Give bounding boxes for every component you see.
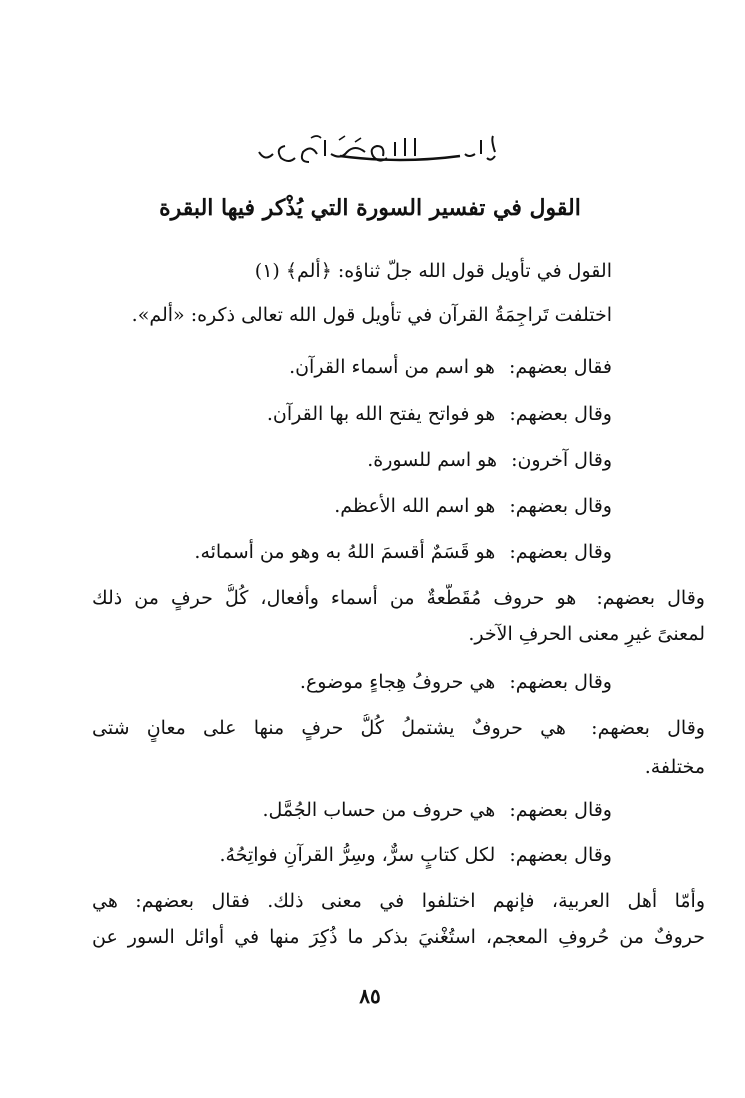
quote-text: لكل كتابٍ سرٌّ، وسِرُّ القرآنِ فواتِحُهُ.	[219, 844, 496, 866]
quote-text: هو حروف مُقَطَّعةٌ من أسماء وأفعال، كُلُّ حرفٍ من ذلك	[92, 587, 577, 609]
basmala-calligraphy	[255, 132, 505, 172]
quote-text: هو فواتح يفتح الله بها القرآن.	[266, 403, 496, 425]
quote-continuation: مختلفة.	[644, 756, 705, 778]
paragraph-line: حروفٌ من حُروفِ المعجم، استُغْنيَ بذكر ما ذُكِرَ منها في أوائل السور عن	[92, 926, 705, 948]
quote-line	[289, 353, 612, 381]
quote-line	[267, 400, 612, 428]
quote-line	[262, 796, 612, 824]
quote-text: هو اسم من أسماء القرآن.	[289, 356, 495, 378]
quote-continuation: لمعنىً غيرِ معنى الحرفِ الآخر.	[468, 623, 705, 645]
quote-speaker: وقال بعضهم:	[596, 587, 705, 609]
quote-line	[300, 668, 612, 696]
quote-line	[367, 446, 612, 474]
quote-speaker: وقال آخرون:	[511, 449, 612, 471]
page-number: ٨٥	[359, 984, 381, 1008]
quote-line	[194, 538, 612, 566]
verse-heading: القول في تأويل قول الله جلّ ثناؤه: ﴿ألم﴾ (١)	[254, 260, 612, 282]
paragraph-line: وأمّا أهل العربية، فإنهم اختلفوا في معنى ذلك. فقال بعضهم: هي	[92, 890, 705, 912]
quote-speaker: وقال بعضهم:	[509, 799, 612, 821]
quote-text: هي حروف من حساب الجُمَّل.	[262, 799, 496, 821]
quote-line	[334, 492, 612, 520]
quote-speaker: فقال بعضهم:	[508, 356, 612, 378]
quote-text: هي حروفُ هِجاءٍ موضوع.	[299, 671, 496, 693]
section-title: القول في تفسير السورة التي يُذْكر فيها البقرة	[159, 195, 581, 221]
quote-speaker: وقال بعضهم:	[509, 403, 612, 425]
quote-text: هو قَسَمٌ أقسمَ اللهُ به وهو من أسمائه.	[194, 541, 496, 563]
quote-text: هو اسم الله الأعظم.	[334, 495, 496, 517]
quote-speaker: وقال بعضهم:	[509, 844, 612, 866]
quote-speaker: وقال بعضهم:	[509, 495, 612, 517]
quote-line	[220, 841, 612, 869]
quote-text: هي حروفٌ يشتملُ كُلُّ حرفٍ منها على معانٍ شتى	[92, 717, 566, 739]
quote-speaker: وقال بعضهم:	[591, 717, 705, 739]
quote-line	[92, 714, 705, 742]
quote-speaker: وقال بعضهم:	[509, 671, 612, 693]
quote-text: هو اسم للسورة.	[367, 449, 498, 471]
intro-line: اختلفت تَراجِمَةُ القرآن في تأويل قول الله تعالى ذكره: «ألم».	[131, 304, 612, 326]
quote-line	[92, 584, 705, 612]
quote-speaker: وقال بعضهم:	[509, 541, 612, 563]
